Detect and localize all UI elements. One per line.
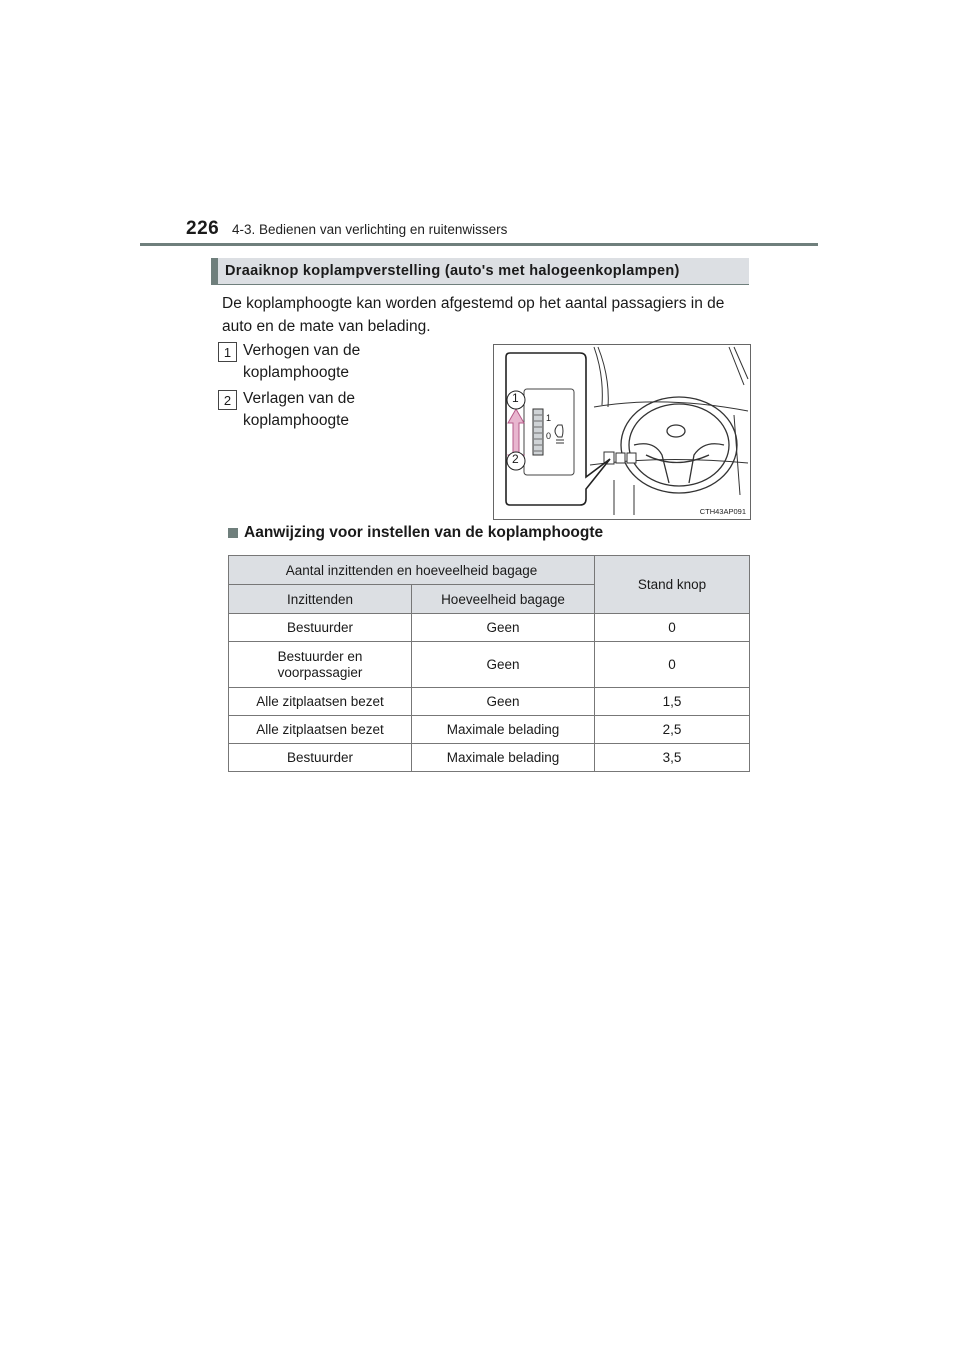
cell-occupants: Alle zitplaatsen bezet: [229, 688, 412, 716]
dashboard-drawing: [494, 345, 750, 519]
cell-position: 3,5: [595, 744, 750, 772]
cell-luggage: Maximale belading: [412, 744, 595, 772]
cell-occupants-line2: voorpassagier: [277, 664, 363, 680]
callout-label-1: 1: [512, 391, 519, 405]
table-row: [229, 744, 750, 772]
headlight-level-table: [228, 555, 750, 772]
intro-paragraph: De koplamphoogte kan worden afgestemd op het aantal passagiers in de auto en de mate van belading.: [222, 295, 725, 335]
headlight-dial-illustration: [493, 344, 751, 520]
step-1: [218, 340, 418, 384]
callout-label-2: 2: [512, 452, 519, 466]
dial-mark-bottom: 0: [546, 431, 552, 441]
table-header-position: Stand knop: [595, 556, 750, 614]
cell-position: 1,5: [595, 688, 750, 716]
table-header-luggage: Hoeveelheid bagage: [412, 585, 595, 614]
step-text-1-line1: Verhogen van de: [243, 342, 361, 359]
image-code: CTH43AP091: [699, 507, 746, 516]
table-group-header: Aantal inzittenden en hoeveelheid bagage: [229, 556, 595, 585]
step-text-1-line2: koplamphoogte: [243, 364, 349, 381]
page-number: 226: [186, 218, 220, 239]
cell-luggage: Maximale belading: [412, 716, 595, 744]
bullet-square-icon: [228, 528, 238, 538]
step-text-2-line2: koplamphoogte: [243, 412, 349, 429]
cell-occupants-line1: Bestuurder en: [277, 648, 363, 664]
table-row: [229, 716, 750, 744]
table-row: [229, 688, 750, 716]
subsection-heading: [228, 524, 603, 542]
section-heading-text: Draaiknop koplampverstelling (auto's met halogeenkoplampen): [225, 263, 680, 279]
step-number-2: 2: [218, 390, 237, 410]
cell-position: 2,5: [595, 716, 750, 744]
cell-occupants: Bestuurder: [229, 614, 412, 642]
subsection-heading-text: Aanwijzing voor instellen van de koplamphoogte: [244, 524, 604, 541]
chapter-title: 4-3. Bedienen van verlichting en ruitenwissers: [232, 222, 508, 237]
section-heading: [211, 258, 749, 285]
cell-luggage: Geen: [412, 688, 595, 716]
cell-position: 0: [595, 642, 750, 688]
steering-wheel-drawing: [621, 397, 737, 493]
table-row: [229, 642, 750, 688]
dial-mark-top: 1: [546, 413, 552, 423]
cell-luggage: Geen: [412, 614, 595, 642]
cell-occupants: Bestuurder: [229, 744, 412, 772]
step-text-1: [243, 340, 360, 384]
cell-position: 0: [595, 614, 750, 642]
step-text-2-line1: Verlagen van de: [243, 390, 356, 407]
heading-accent-bar: [211, 258, 218, 284]
table-row: [229, 614, 750, 642]
step-number-1: 1: [218, 342, 237, 362]
cell-occupants: [229, 642, 412, 688]
cell-occupants: Alle zitplaatsen bezet: [229, 716, 412, 744]
table-header-occupants: Inzittenden: [229, 585, 412, 614]
cell-luggage: Geen: [412, 642, 595, 688]
step-2: [218, 388, 418, 432]
step-text-2: [243, 388, 355, 432]
header-rule: [140, 243, 818, 246]
